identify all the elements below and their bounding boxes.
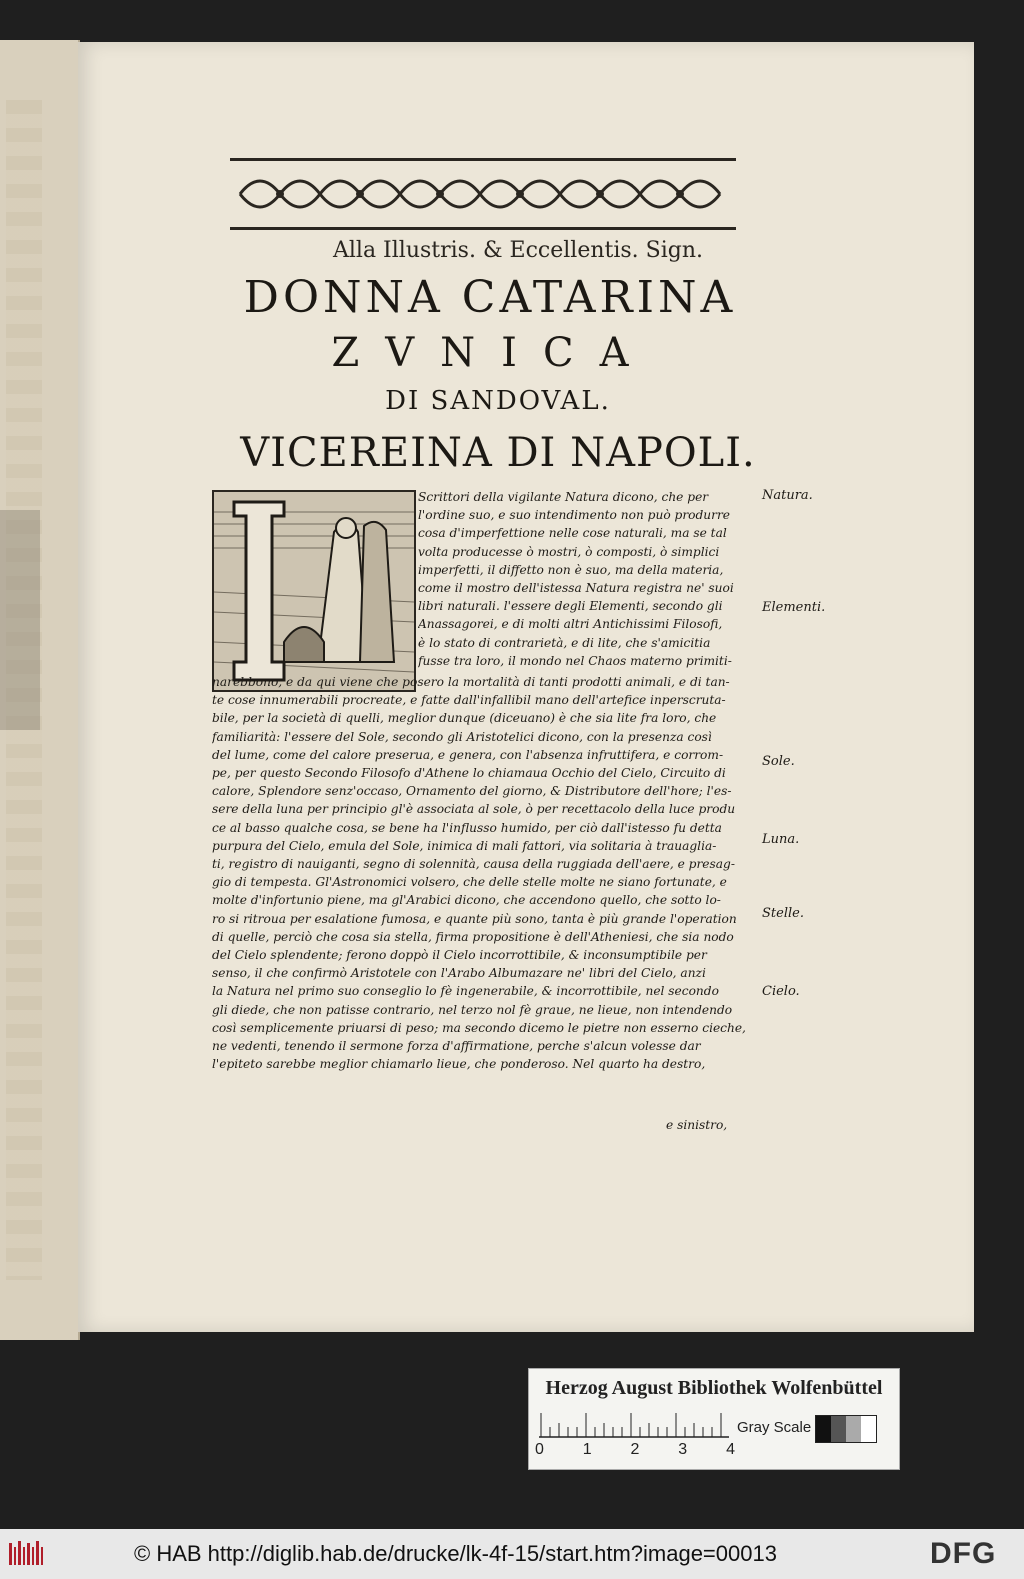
woodcut-initial-illustration xyxy=(212,490,416,692)
text-line: ro si ritroua per esalatione fumosa, e quante più sono, tanta è più grande l'operation xyxy=(212,911,737,926)
footer-bar xyxy=(0,1529,1024,1579)
left-facing-page xyxy=(0,40,80,1340)
text-line: Scrittori della vigilante Natura dicono, che per xyxy=(418,490,709,504)
ruler-number: 0 xyxy=(535,1441,544,1458)
text-line: cosa d'imperfettione nelle cose naturali, ma se tal xyxy=(418,526,727,541)
margin-note-sole: Sole. xyxy=(762,754,795,769)
text-line: così semplicemente priuarsi di peso; ma secondo dicemo le pietre non esserno cieche, xyxy=(212,1020,746,1035)
text-line: volta producesse ò mostri, ò composti, ò simplici xyxy=(418,544,720,559)
ruler-number: 2 xyxy=(630,1441,640,1458)
dfg-logo: DFG xyxy=(930,1537,997,1570)
text-line: l'ordine suo, e suo intendimento non può produrre xyxy=(418,508,731,523)
ornament-scroll-icon xyxy=(230,161,736,227)
swatch-white xyxy=(861,1416,876,1442)
text-line: imperfetti, il diffetto non è suo, ma della materia, xyxy=(418,562,724,577)
title-line-4: VICEREINA DI NAPOLI. xyxy=(240,430,756,476)
body-text-top-column xyxy=(418,488,756,670)
ruler-number: 1 xyxy=(582,1441,592,1458)
text-line: bile, per la società di quelli, meglior dunque (diceuano) è che sia lite fra loro, che xyxy=(212,711,717,726)
text-line: familiarità: l'essere del Sole, secondo gli Aristotelici dicono, con la presenza così xyxy=(212,729,712,744)
ruler-number: 3 xyxy=(678,1441,688,1458)
text-line: la Natura nel primo suo conseglio lo fè ingenerabile, & incorrottibile, nel secondo xyxy=(212,984,719,999)
text-line: di quelle, perciò che cosa sia stella, firma propositione è dell'Atheniesi, che sia nodo xyxy=(212,929,734,944)
margin-note-elementi: Elementi. xyxy=(762,600,826,615)
margin-note-natura: Natura. xyxy=(762,488,813,503)
margin-note-stelle: Stelle. xyxy=(762,906,804,921)
text-line: pe, per questo Secondo Filosofo d'Athene lo chiamaua Occhio del Cielo, Circuito di xyxy=(212,766,726,781)
ruler-numbers xyxy=(535,1441,735,1459)
left-page-image-fragment xyxy=(0,510,40,730)
ruler-number: 4 xyxy=(726,1441,735,1458)
text-line: è lo stato di contrarietà, e di lite, che s'amicitia xyxy=(418,635,711,650)
dedication-line: Alla Illustris. & Eccellentis. Sign. xyxy=(332,238,704,263)
margin-note-cielo: Cielo. xyxy=(762,984,800,999)
text-line: del Cielo splendente; ferono doppò il Cielo incorrottibile, & inconsumptibile per xyxy=(212,948,707,963)
ruler-scale-icon xyxy=(539,1409,729,1439)
library-color-card xyxy=(528,1368,900,1470)
text-line: fusse tra loro, il mondo nel Chaos materno primiti- xyxy=(418,653,732,668)
gray-scale-swatches xyxy=(815,1415,877,1443)
title-line-1: DONNA CATARINA xyxy=(243,272,737,323)
body-text-full-width xyxy=(212,673,756,1073)
book-page xyxy=(78,42,974,1332)
text-line: Anassagorei, e di molti altri Antichissimi Filosofi, xyxy=(418,617,723,632)
title-line-3: DI SANDOVAL. xyxy=(385,386,611,416)
gray-scale-label: Gray Scale xyxy=(737,1419,812,1436)
show-through-text xyxy=(878,242,958,1142)
text-line: purpura del Cielo, emula del Sole, inimica di mali fattori, via solitaria à trauaglia- xyxy=(212,838,717,853)
swatch-dark-gray xyxy=(831,1416,846,1442)
text-line: ce al basso qualche cosa, se bene ha l'influsso humido, per ciò dall'istesso fu detta xyxy=(212,820,722,835)
text-line: narebbono, e da qui viene che posero la mortalità di tanti prodotti animali, e di tan- xyxy=(212,675,730,689)
text-line: libri naturali. l'essere degli Elementi, secondo gli xyxy=(418,599,723,614)
text-line: te cose innumerabili procreate, e fatte dall'infallibil mano dell'artefice inperscruta- xyxy=(212,693,726,708)
text-line: l'epiteto sarebbe meglior chiamarlo lieue, che ponderoso. Nel quarto ha destro, xyxy=(212,1057,706,1072)
text-line: calore, Splendore senz'occaso, Ornamento del giorno, & Distributore dell'hore; l'es- xyxy=(212,784,732,799)
library-name: Herzog August Bibliothek Wolfenbüttel xyxy=(545,1377,883,1399)
text-line: del lume, come del calore preserua, e genera, con l'absenza infruttifera, e corrom- xyxy=(212,747,724,762)
swatch-light-gray xyxy=(846,1416,861,1442)
text-line: senso, il che confirmò Aristotele con l'Arabo Albumazare ne' libri del Cielo, anzi xyxy=(212,966,706,981)
text-line: ti, registro di nauiganti, segno di solennità, causa della ruggiada dell'aere, e presag- xyxy=(212,857,735,872)
footer-copyright-url[interactable]: © HAB http://diglib.hab.de/drucke/lk-4f-15/start.htm?image=00013 xyxy=(134,1541,777,1566)
title-line-2: ZVNICA xyxy=(331,330,655,376)
text-line: ne vedenti, tenendo il sermone forza d'affirmatione, perche s'alcun volesse dar xyxy=(212,1039,701,1054)
text-line: molte d'infortunio piene, ma gl'Arabici dicono, che accendono quello, che sotto lo- xyxy=(212,893,721,908)
text-line: sere della luna per principio gl'è associata al sole, ò per recettacolo della luce produ xyxy=(212,802,736,817)
text-line: gio di tempesta. Gl'Astronomici volsero, che delle stelle molte ne siano fortunate, e xyxy=(212,875,727,890)
swatch-black xyxy=(816,1416,831,1442)
text-line: come il mostro dell'istessa Natura registra ne' suoi xyxy=(418,581,734,596)
text-line: gli diede, che non patisse contrario, nel terzo nol fè graue, ne lieue, non intendendo xyxy=(212,1002,733,1017)
catchword: e sinistro, xyxy=(666,1118,728,1132)
margin-note-luna: Luna. xyxy=(762,832,800,847)
hab-barcode-logo-icon xyxy=(8,1539,44,1569)
decorative-ornament-band xyxy=(230,158,736,230)
